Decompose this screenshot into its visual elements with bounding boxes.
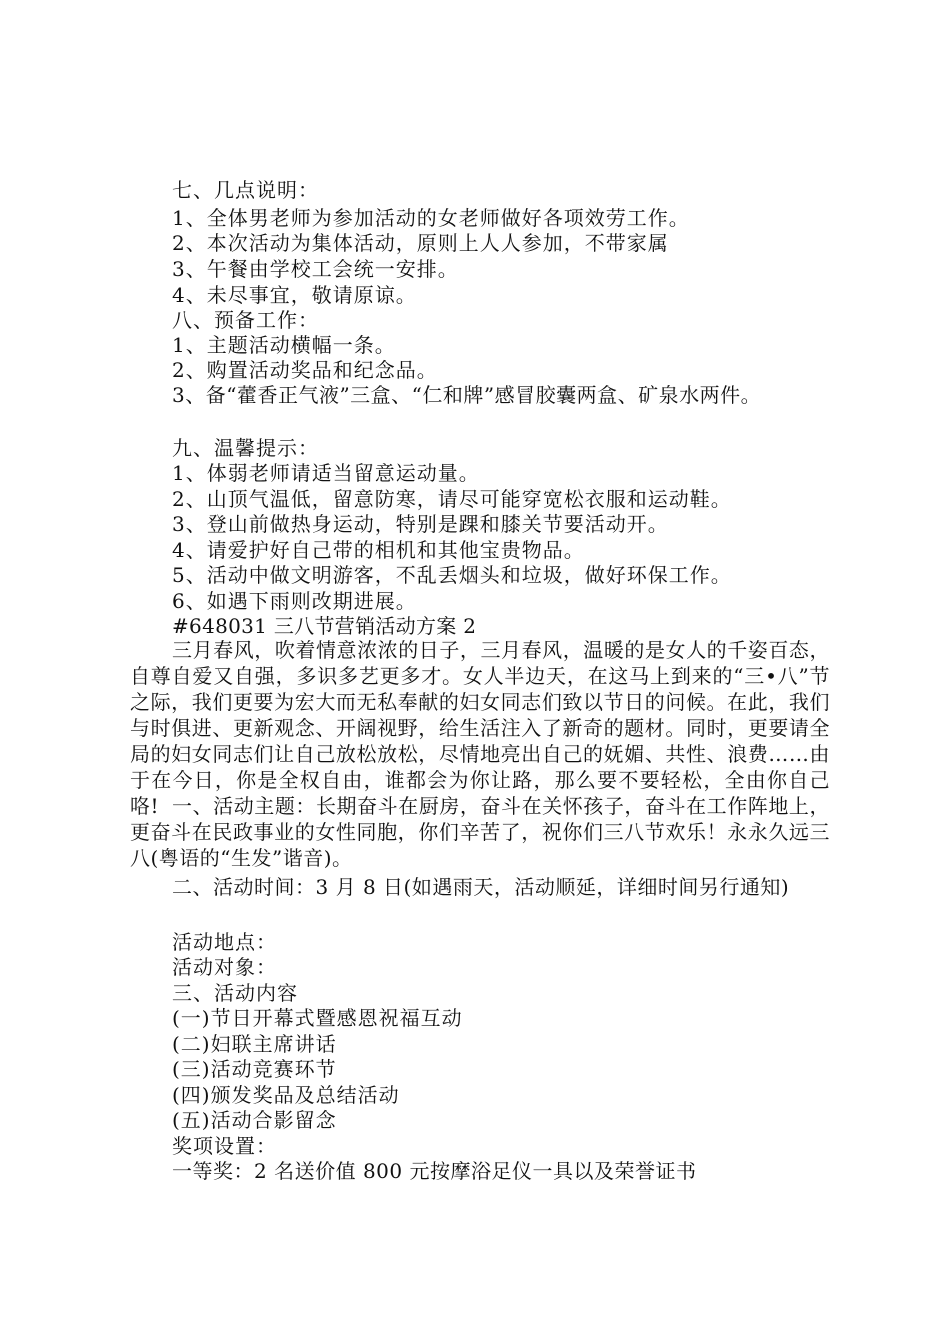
- section-9-item-4: 4、请爱护好自己带的相机和其他宝贵物品。: [172, 538, 585, 562]
- section-7-title: 七、几点说明：: [172, 178, 319, 202]
- section-9-item-2: 2、山顶气温低，留意防寒，请尽可能穿宽松衣服和运动鞋。: [172, 487, 732, 511]
- section-9-item-6: 6、如遇下雨则改期进展。: [172, 589, 417, 613]
- plan-heading: #648031 三八节营销活动方案 2: [172, 614, 477, 638]
- section-7-item-2: 2、本次活动为集体活动，原则上人人参加，不带家属: [172, 231, 669, 255]
- activity-content-item-4: (四)颁发奖品及总结活动: [172, 1083, 400, 1107]
- activity-content-item-3: (三)活动竞赛环节: [172, 1057, 337, 1081]
- theme-paragraph: 一、活动主题：长期奋斗在厨房，奋斗在关怀孩子，奋斗在工作阵地上，更奋斗在民政事业的女性同胞，你们辛苦了，祝你们三八节欢乐！永永久远三八(粤语的“生发”谐音)。: [130, 794, 830, 870]
- activity-content-item-5: (五)活动合影留念: [172, 1108, 337, 1132]
- section-9-item-1: 1、体弱老师请适当留意运动量。: [172, 461, 480, 485]
- section-7-item-1: 1、全体男老师为参加活动的女老师做好各项效劳工作。: [172, 206, 690, 230]
- section-9-title: 九、温馨提示：: [172, 436, 319, 460]
- time-paragraph: 二、活动时间：3 月 8 日(如遇雨天，活动顺延，详细时间另行通知): [172, 875, 790, 899]
- awards-title: 奖项设置：: [172, 1134, 277, 1158]
- section-7-item-3: 3、午餐由学校工会统一安排。: [172, 257, 459, 281]
- activity-content-item-2: (二)妇联主席讲话: [172, 1032, 337, 1056]
- section-9-item-3: 3、登山前做热身运动，特别是踝和膝关节要活动开。: [172, 512, 669, 536]
- section-8-item-2: 2、购置活动奖品和纪念品。: [172, 358, 438, 382]
- section-9-item-5: 5、活动中做文明游客，不乱丢烟头和垃圾，做好环保工作。: [172, 563, 732, 587]
- activity-place: 活动地点：: [172, 930, 277, 954]
- activity-content-title: 三、活动内容: [172, 981, 298, 1005]
- activity-target: 活动对象：: [172, 955, 277, 979]
- activity-content-item-1: (一)节日开幕式暨感恩祝福互动: [172, 1006, 463, 1030]
- section-8-item-1: 1、主题活动横幅一条。: [172, 333, 396, 357]
- award-first-prize: 一等奖：2 名送价值 800 元按摩浴足仪一具以及荣誉证书: [172, 1159, 697, 1183]
- section-8-item-3: 3、备“藿香正气液”三盒、“仁和牌”感冒胶囊两盒、矿泉水两件。: [172, 383, 762, 407]
- intro-paragraph: 三月春风，吹着情意浓浓的日子，三月春风，温暖的是女人的千姿百态，自尊自爱又自强，多识多艺更多才。女人半边天，在这马上到来的“三•八”节之际，我们更要为宏大而无私奉献的妇女同志们致以节日的问候。在此，我们与时俱进、更新观念、开阔视野，给生活注入了新奇的题材。同时，更要请全局的妇女同志们让自己放松放松，尽情地亮出自己的妩媚、共性、浪费……由于在今日，你是全权自由，谁都会为你让路，那么要不要轻松，全由你自己咯!: [130, 638, 830, 818]
- section-7-item-4: 4、未尽事宜，敬请原谅。: [172, 283, 417, 307]
- section-8-title: 八、预备工作：: [172, 308, 319, 332]
